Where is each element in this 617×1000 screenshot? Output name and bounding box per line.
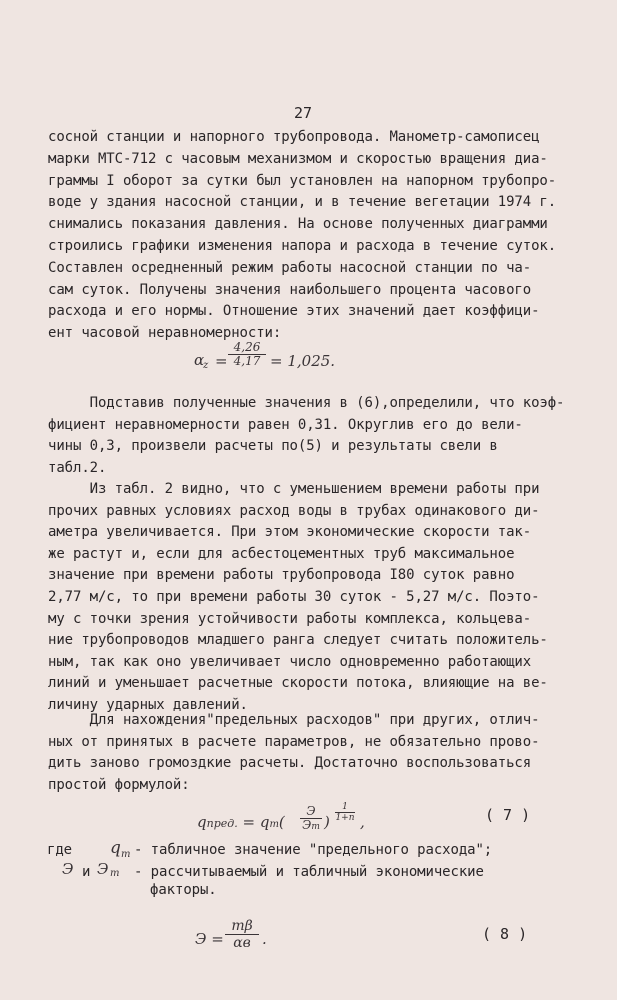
where-desc2a: - рассчитываемый и табличный экономические bbox=[134, 864, 484, 880]
text-line: простой формулой: bbox=[48, 777, 190, 794]
where-and: и bbox=[82, 864, 91, 880]
text-line: Подставив полученные значения в (6),определили, что коэф- bbox=[48, 395, 565, 411]
formula-1-lhs-sub: z bbox=[203, 360, 209, 371]
where-sym2b: Э bbox=[97, 860, 109, 878]
text-line: личину ударных давлений. bbox=[48, 697, 248, 713]
formula-7-fraction: Э Эт bbox=[300, 805, 322, 834]
text-line: 2,77 м/с, то при времени работы 30 суток - 5,27 м/с. Поэто- bbox=[48, 589, 540, 605]
where-sym1: q bbox=[110, 838, 121, 858]
text-line: ние трубопроводов младшего ранга следует считать положитель- bbox=[48, 632, 548, 649]
text-line: Из табл. 2 видно, что с уменьшением времени работы при bbox=[48, 481, 540, 497]
text-line: строились графики изменения напора и расхода в течение суток. bbox=[48, 238, 557, 254]
where-desc1: - табличное значение "предельного расхода"; bbox=[134, 842, 493, 858]
formula-1-denominator: 4,17 bbox=[228, 354, 266, 368]
formula-8-denominator: αв bbox=[225, 934, 259, 951]
text-line: граммы I оборот за сутки был установлен на напорном трубопро- bbox=[48, 172, 557, 189]
formula-7-comma: , bbox=[360, 813, 365, 831]
text-line: чины 0,3, произвели расчеты по(5) и результаты свели в bbox=[48, 438, 498, 454]
text-line: ным, так как оно увеличивает число одновременно работающих bbox=[48, 653, 532, 670]
where-sym2a: Э bbox=[62, 860, 74, 878]
text-line: марки МТС-712 с часовым механизмом и скоростью вращения диа- bbox=[48, 150, 548, 167]
text-line: ент часовой неравномерности: bbox=[48, 325, 282, 342]
text-line: аметра увеличивается. При этом экономические скорости так- bbox=[48, 524, 532, 541]
where-desc2b: факторы. bbox=[150, 882, 217, 898]
text-line: фициент неравномерности равен 0,31. Округлив его до вели- bbox=[48, 416, 523, 433]
where-word: где bbox=[47, 842, 72, 858]
formula-1-lhs: α bbox=[194, 351, 205, 369]
text-line: линий и уменьшает расчетные скорости потока, влияющие на ве- bbox=[48, 675, 548, 692]
text-line: же растут и, если для асбестоцементных труб максимальное bbox=[48, 545, 515, 562]
formula-8-fraction bbox=[225, 918, 259, 951]
text-line: сосной станции и напорного трубопровода. Манометр-самописец bbox=[48, 129, 540, 145]
formula-7-close-paren: ) bbox=[324, 813, 330, 831]
formula-1-equals: = bbox=[215, 352, 228, 370]
formula-1-numerator: 4,26 bbox=[233, 340, 261, 354]
text-line: дить заново громоздкие расчеты. Достаточно воспользоваться bbox=[48, 755, 532, 772]
where-sub1: т bbox=[121, 849, 131, 860]
text-line: табл.2. bbox=[48, 459, 107, 476]
text-line: снимались показания давления. На основе полученных диаграмми bbox=[48, 216, 548, 233]
text-line: Для нахождения"предельных расходов" при других, отлич- bbox=[48, 712, 540, 728]
text-line: прочих равных условиях расход воды в трубах одинакового ди- bbox=[48, 502, 540, 519]
text-line: расхода и его нормы. Отношение этих значений дает коэффици- bbox=[48, 303, 540, 320]
formula-7-exponent: $\frac{1}{1+n}$ bbox=[335, 802, 355, 823]
where-sub2: т bbox=[110, 868, 120, 879]
page-number: 27 bbox=[294, 104, 313, 122]
formula-7-number: ( 7 ) bbox=[485, 806, 531, 824]
formula-7-lhs: qпред. = qт( bbox=[197, 813, 285, 831]
formula-8-number: ( 8 ) bbox=[482, 925, 528, 943]
formula-8-dot: . bbox=[262, 930, 267, 948]
text-line: ных от принятых в расчете параметров, не обязательно прово- bbox=[48, 733, 540, 750]
formula-1-result: = 1,025. bbox=[270, 352, 336, 370]
text-line: му с точки зрения устойчивости работы комплекса, кольцева- bbox=[48, 610, 532, 627]
text-line: Составлен осредненный режим работы насосной станции по ча- bbox=[48, 259, 532, 276]
text-line: воде у здания насосной станции, и в течение вегетации 1974 г. bbox=[48, 194, 557, 211]
text-line: значение при времени работы трубопровода I80 суток равно bbox=[48, 567, 515, 584]
formula-1-fraction bbox=[228, 341, 266, 368]
formula-8-lhs: Э = bbox=[195, 930, 224, 948]
formula-8-numerator: mβ bbox=[231, 918, 253, 934]
text-line: сам суток. Получены значения наибольшего процента часового bbox=[48, 281, 532, 298]
